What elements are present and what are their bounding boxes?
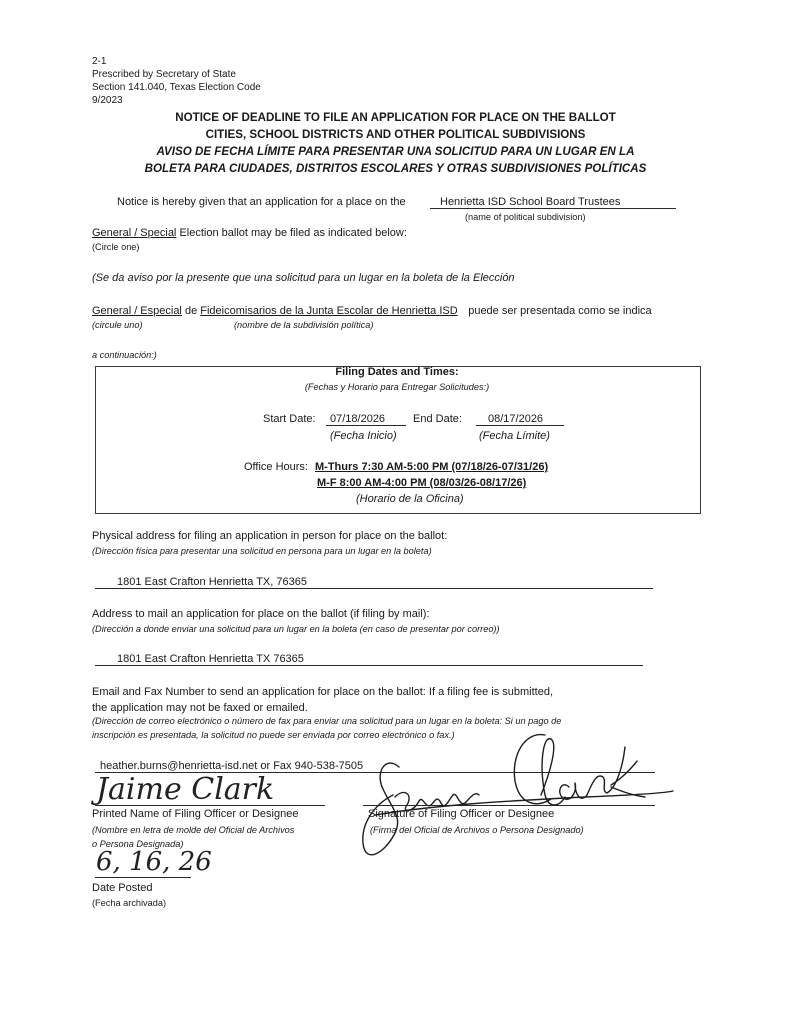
email-label-es-2: inscripción es presentada, la solicitud no puede ser enviada por correo electrónico o fax.) (92, 730, 455, 740)
date-posted-label: Date Posted (92, 882, 153, 894)
form-number: 2-1 (92, 56, 107, 67)
end-date-label: End Date: (413, 413, 462, 425)
mail-address-value: 1801 East Crafton Henrietta TX 76365 (117, 653, 304, 665)
signature-label-es: (Firma del Oficial de Archivos o Persona Designado) (370, 825, 584, 835)
office-hours-caption-es: (Horario de la Oficina) (356, 493, 464, 505)
ballot-tail-es: puede ser presentada como se indica (468, 305, 652, 317)
signature-label: Signature of Filing Officer or Designee (368, 808, 555, 820)
mail-address-underline (95, 665, 643, 666)
date-posted-underline (95, 877, 191, 878)
printed-name-label-es-2: o Persona Designada) (92, 839, 184, 849)
mail-address-label-es: (Dirección a donde enviar una solicitud para un lugar en la boleta (en caso de presentar por correo)) (92, 624, 500, 634)
notice-intro: Notice is hereby given that an application for a place on the (117, 196, 406, 208)
mail-address-label: Address to mail an application for place on the ballot (if filing by mail): (92, 608, 430, 620)
subdivision-underline (430, 208, 676, 209)
end-date-underline (476, 425, 564, 426)
end-date-caption-es: (Fecha Límite) (479, 430, 550, 442)
filing-heading: Filing Dates and Times: (335, 366, 459, 378)
office-hours-1: M-Thurs 7:30 AM-5:00 PM (07/18/26-07/31/26) (315, 461, 549, 473)
es-de: de (184, 305, 198, 317)
notice-intro-es: (Se da aviso por la presente que una solicitud para un lugar en la boleta de la Elección (92, 272, 515, 284)
ballot-text: Election ballot may be filed as indicated below: (179, 227, 407, 239)
ballot-line-es (92, 305, 652, 317)
physical-address-underline (95, 588, 653, 589)
office-hours-label: Office Hours: (244, 461, 308, 473)
general-especial-option: General / Especial (92, 305, 182, 317)
start-date-caption-es: (Fecha Inicio) (330, 430, 397, 442)
date-posted-label-es: (Fecha archivada) (92, 898, 167, 908)
physical-address-label: Physical address for filing an application in person for place on the ballot: (92, 530, 448, 542)
office-hours-2: M-F 8:00 AM-4:00 PM (08/03/26-08/17/26) (317, 477, 527, 489)
date-posted-handwritten: 6, 16, 26 (96, 847, 212, 877)
circle-one-caption: (Circle one) (92, 242, 140, 252)
email-label-es-1: (Dirección de correo electrónico o número de fax para enviar una solicitud para un lugar en la boleta: Si un pago de (92, 716, 562, 726)
email-label-2: the application may not be faxed or emailed. (92, 702, 308, 714)
ballot-line (92, 227, 407, 239)
email-label-1: Email and Fax Number to send an application for place on the ballot: If a filing fee is submitted, (92, 686, 554, 698)
printed-name-label: Printed Name of Filing Officer or Designee (92, 808, 299, 820)
end-date-value: 08/17/2026 (488, 413, 544, 425)
signature-image (355, 725, 685, 870)
subdivision-name: Henrietta ISD School Board Trustees (440, 196, 621, 208)
email-fax-value: heather.burns@henrietta-isd.net or Fax 940-538-7505 (100, 760, 364, 772)
printed-name-underline (95, 805, 325, 806)
circle-one-caption-es: (circule uno) (92, 320, 143, 330)
title-line-2: CITIES, SCHOOL DISTRICTS AND OTHER POLITICAL SUBDIVISIONS (205, 128, 586, 141)
printed-name-handwritten: Jaime Clark (96, 772, 275, 807)
physical-address-label-es: (Dirección física para presentar una solicitud en persona para un lugar en la boleta) (92, 546, 432, 556)
continuation-es: a continuación:) (92, 350, 157, 360)
subdivision-name-es: Fideicomisarios de la Junta Escolar de Henrietta ISD (200, 305, 458, 317)
subdivision-caption-es: (nombre de la subdivisión política) (234, 320, 374, 330)
printed-name-label-es-1: (Nombre en letra de molde del Oficial de Archivos (92, 825, 295, 835)
filing-heading-es: (Fechas y Horario para Entregar Solicitudes:) (304, 382, 490, 392)
start-date-value: 07/18/2026 (330, 413, 386, 425)
start-date-label: Start Date: (263, 413, 316, 425)
title-line-3-es: AVISO DE FECHA LÍMITE PARA PRESENTAR UNA SOLICITUD PARA UN LUGAR EN LA (156, 145, 635, 158)
title-line-1: NOTICE OF DEADLINE TO FILE AN APPLICATION FOR PLACE ON THE BALLOT (175, 111, 616, 124)
election-code-section: Section 141.040, Texas Election Code (92, 82, 261, 93)
general-special-option: General / Special (92, 227, 177, 239)
title-line-4-es: BOLETA PARA CIUDADES, DISTRITOS ESCOLARES Y OTRAS SUBDIVISIONES POLÍTICAS (144, 162, 647, 175)
start-date-underline (326, 425, 406, 426)
prescribed-by: Prescribed by Secretary of State (92, 69, 236, 80)
physical-address-value: 1801 East Crafton Henrietta TX, 76365 (117, 576, 307, 588)
subdivision-caption: (name of political subdivision) (465, 212, 586, 222)
form-date: 9/2023 (92, 95, 123, 106)
